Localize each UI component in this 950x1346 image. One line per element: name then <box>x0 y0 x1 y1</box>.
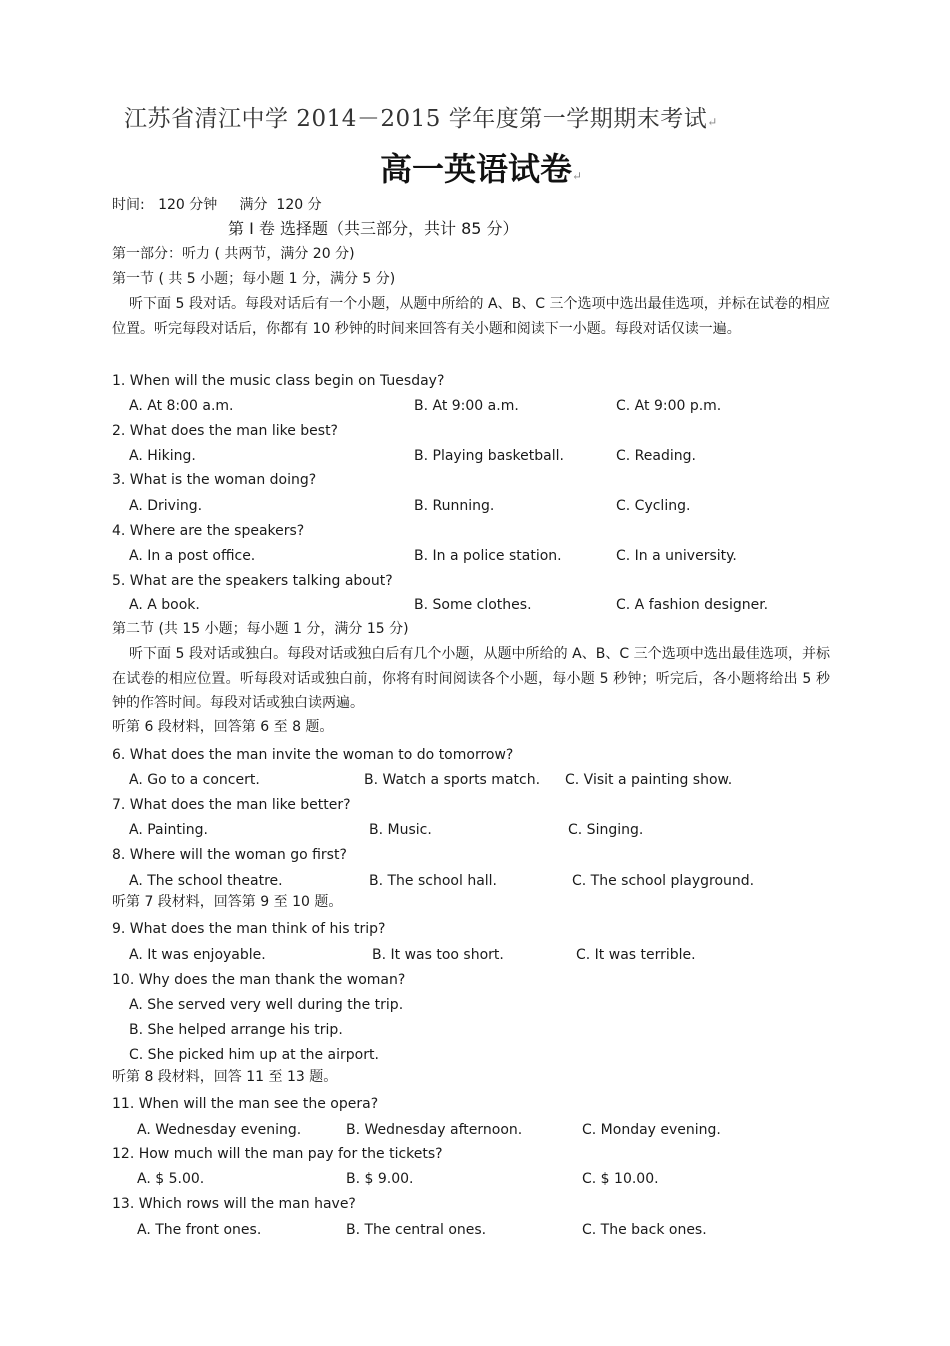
question-stem: 12. How much will the man pay for the tickets? <box>112 1146 443 1162</box>
option-b: B. $ 9.00. <box>346 1171 414 1187</box>
option-c: C. A fashion designer. <box>616 597 769 613</box>
option-a: A. It was enjoyable. <box>129 947 266 963</box>
option-c: C. The back ones. <box>582 1222 707 1238</box>
option-a: A. The school theatre. <box>129 873 283 889</box>
option-b: B. It was too short. <box>372 947 504 963</box>
option-c: C. Visit a painting show. <box>565 772 733 788</box>
option-a: A. A book. <box>129 597 200 613</box>
option-a: A. Driving. <box>129 498 203 514</box>
question-stem: 5. What are the speakers talking about? <box>112 573 393 589</box>
question-stem: 11. When will the man see the opera? <box>112 1096 379 1112</box>
option-b: B. Running. <box>414 498 495 514</box>
exam-meta: 时间: 120 分钟 满分 120 分 <box>112 197 322 213</box>
section-heading: 第二节 (共 15 小题；每小题 1 分，满分 15 分) <box>112 621 409 637</box>
option-b: B. The central ones. <box>346 1222 487 1238</box>
option-b: B. Some clothes. <box>414 597 532 613</box>
return-mark: ↵ <box>572 169 583 183</box>
option-c: C. In a university. <box>616 548 737 564</box>
option-b: B. In a police station. <box>414 548 562 564</box>
school-exam-title: 江苏省清江中学 2014－2015 学年度第一学期期末考试↵ <box>124 106 718 132</box>
option-b: B. The school hall. <box>369 873 498 889</box>
option-c: C. Monday evening. <box>582 1122 721 1138</box>
option-c: C. $ 10.00. <box>582 1171 659 1187</box>
option-c: C. At 9:00 p.m. <box>616 398 722 414</box>
option-b: B. Watch a sports match. <box>364 772 541 788</box>
section-heading: 第一节 ( 共 5 小题；每小题 1 分，满分 5 分) <box>112 271 396 287</box>
option-a: A. At 8:00 a.m. <box>129 398 234 414</box>
question-stem: 13. Which rows will the man have? <box>112 1196 356 1212</box>
option-b: B. Playing basketball. <box>414 448 564 464</box>
option-b: B. She helped arrange his trip. <box>129 1022 343 1038</box>
return-mark: ↵ <box>707 115 718 129</box>
question-stem: 8. Where will the woman go first? <box>112 847 347 863</box>
option-a: A. Wednesday evening. <box>137 1122 302 1138</box>
group-heading: 听第 8 段材料，回答 11 至 13 题。 <box>112 1069 338 1085</box>
group-heading: 听第 7 段材料，回答第 9 至 10 题。 <box>112 894 343 910</box>
option-b: B. Wednesday afternoon. <box>346 1122 523 1138</box>
paper-title: 高一英语试卷↵ <box>380 150 583 188</box>
question-stem: 10. Why does the man thank the woman? <box>112 972 406 988</box>
option-a: A. She served very well during the trip. <box>129 997 404 1013</box>
option-c: C. Cycling. <box>616 498 691 514</box>
part-heading: 第一部分：听力 ( 共两节，满分 20 分) <box>112 246 355 262</box>
question-stem: 2. What does the man like best? <box>112 423 338 439</box>
section-instructions: 听下面 5 段对话。每段对话后有一个小题，从题中所给的 A、B、C 三个选项中选出最佳选项，并标在试卷的相应位置。听完每段对话后，你都有 10 秒钟的时间来回答有关小题和阅读下一小题。每段对话仅读一遍。 <box>112 296 830 337</box>
question-stem: 6. What does the man invite the woman to do tomorrow? <box>112 747 514 763</box>
question-stem: 4. Where are the speakers? <box>112 523 305 539</box>
option-a: A. $ 5.00. <box>137 1171 205 1187</box>
option-a: A. The front ones. <box>137 1222 262 1238</box>
option-c: C. It was terrible. <box>576 947 696 963</box>
volume-heading: 第 I 卷 选择题（共三部分，共计 85 分） <box>228 219 519 238</box>
question-stem: 7. What does the man like better? <box>112 797 351 813</box>
option-a: A. Go to a concert. <box>129 772 260 788</box>
option-a: A. Painting. <box>129 822 208 838</box>
question-stem: 1. When will the music class begin on Tuesday? <box>112 373 445 389</box>
option-c: C. Singing. <box>568 822 644 838</box>
question-stem: 9. What does the man think of his trip? <box>112 921 386 937</box>
option-c: C. She picked him up at the airport. <box>129 1047 379 1063</box>
option-b: B. Music. <box>369 822 432 838</box>
option-c: C. Reading. <box>616 448 696 464</box>
option-c: C. The school playground. <box>572 873 755 889</box>
option-a: A. In a post office. <box>129 548 256 564</box>
group-heading: 听第 6 段材料，回答第 6 至 8 题。 <box>112 719 334 735</box>
section-instructions: 听下面 5 段对话或独白。每段对话或独白后有几个小题，从题中所给的 A、B、C 三个选项中选出最佳选项，并标在试卷的相应位置。听每段对话或独白前，你将有时间阅读各个小题，每小题 5 秒钟；听完后，各小题将给出 5 秒钟的作答时间。每段对话或独白读两遍。 <box>112 646 830 711</box>
option-b: B. At 9:00 a.m. <box>414 398 519 414</box>
option-a: A. Hiking. <box>129 448 196 464</box>
question-stem: 3. What is the woman doing? <box>112 472 317 488</box>
